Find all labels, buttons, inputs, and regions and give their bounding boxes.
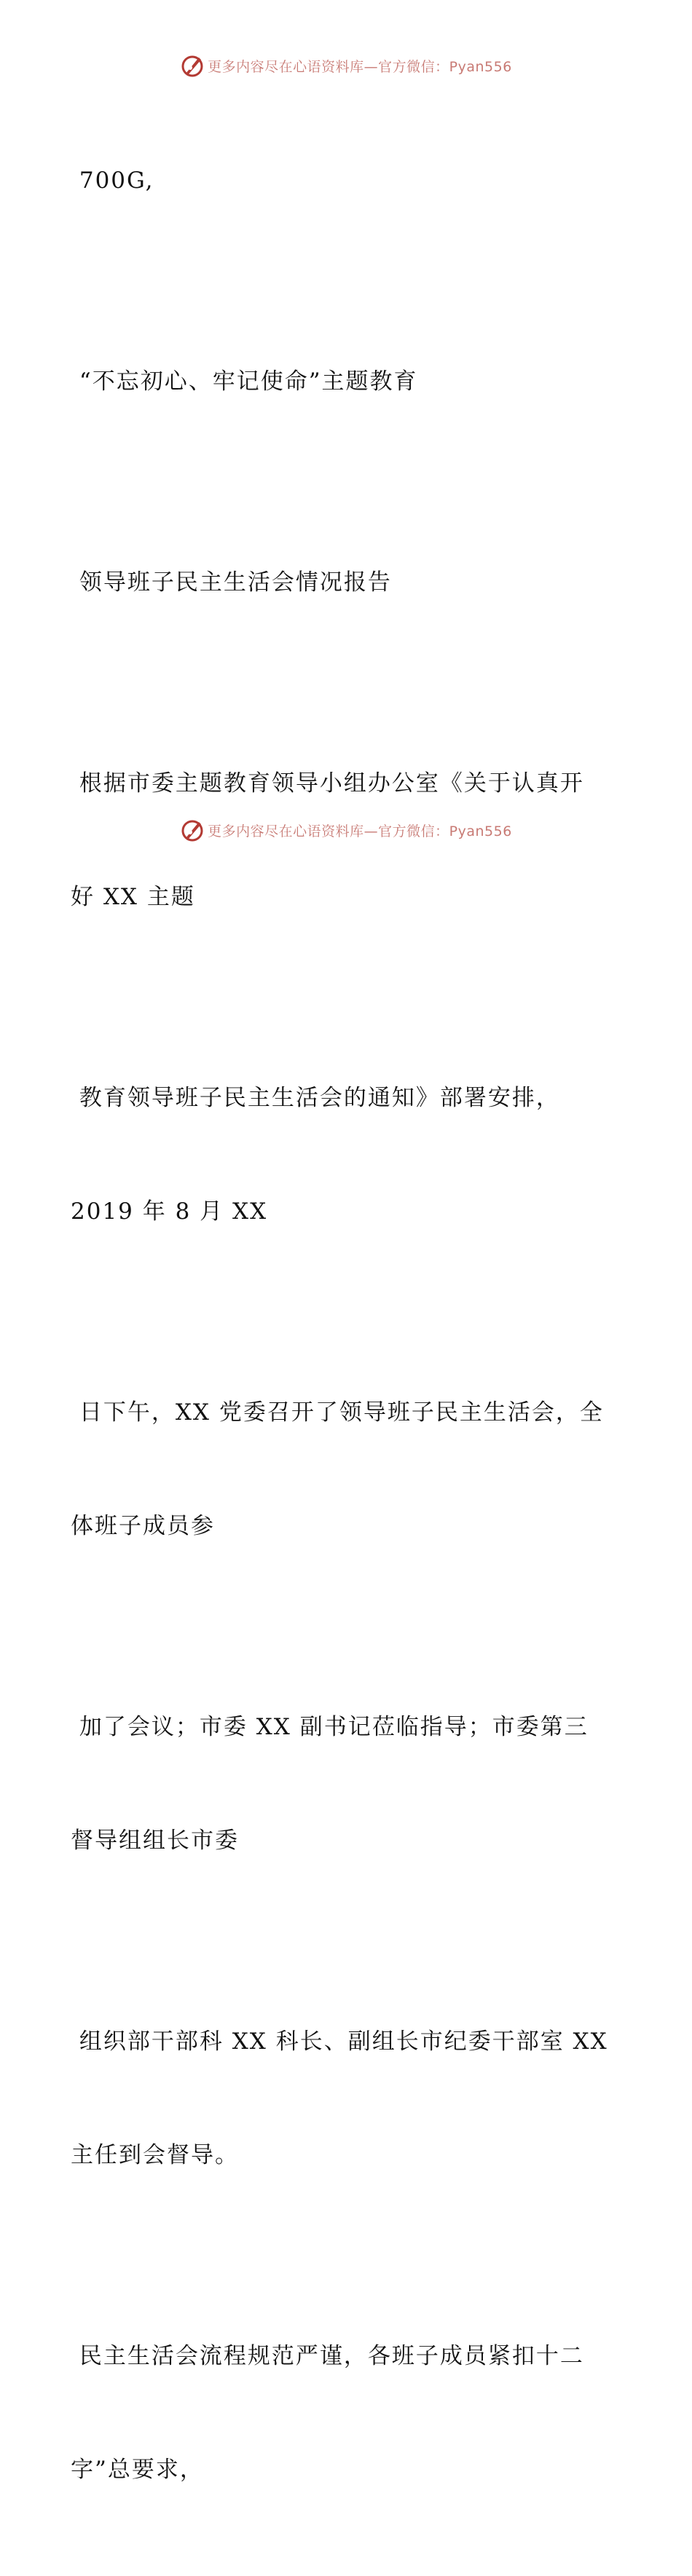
text-line: 2019 年 8 月 XX [71,1198,268,1225]
text-line: 日下午，XX 党委召开了领导班子民主生活会，全 [71,1399,604,1426]
paragraph [71,488,624,677]
pen-logo-icon [180,53,205,78]
document-body [71,86,624,2576]
text-line: 好 XX 主题 [71,884,195,910]
text-line: 教育领导班子民主生活会的通知》部署安排， [71,1085,560,1111]
pen-logo-icon [180,818,205,842]
text-line: 组织部干部科 XX 科长、副组长市纪委干部室 XX [71,2028,608,2055]
text-line: 民主生活会流程规范严谨，各班子成员紧扣十二 [71,2343,584,2369]
paragraph [71,1003,624,1306]
paragraph [71,2261,624,2564]
paragraph [71,1318,624,1621]
header-banner-text: 更多内容尽在心语资料库—官方微信：Pyan556 [208,58,512,75]
text-line: 700G, [71,167,154,194]
paragraph [71,287,624,476]
text-line: 体班子成员参 [71,1513,215,1539]
paragraph [71,86,624,275]
text-line: 加了会议；市委 XX 副书记莅临指导；市委第三 [71,1714,589,1740]
text-line: “不忘初心、牢记使命”主题教育 [71,368,418,395]
text-line: 督导组组长市委 [71,1828,239,1854]
paragraph [71,1632,624,1935]
text-line: 根据市委主题教育领导小组办公室《关于认真开 [71,770,584,797]
footer-banner-text: 更多内容尽在心语资料库—官方微信：Pyan556 [208,823,512,839]
header-banner [0,51,692,80]
text-line: 领导班子民主生活会情况报告 [71,569,392,596]
text-line: 主任到会督导。 [71,2142,239,2168]
text-line: 字”总要求， [71,2457,204,2483]
footer-banner [0,815,692,845]
paragraph [71,1947,624,2250]
